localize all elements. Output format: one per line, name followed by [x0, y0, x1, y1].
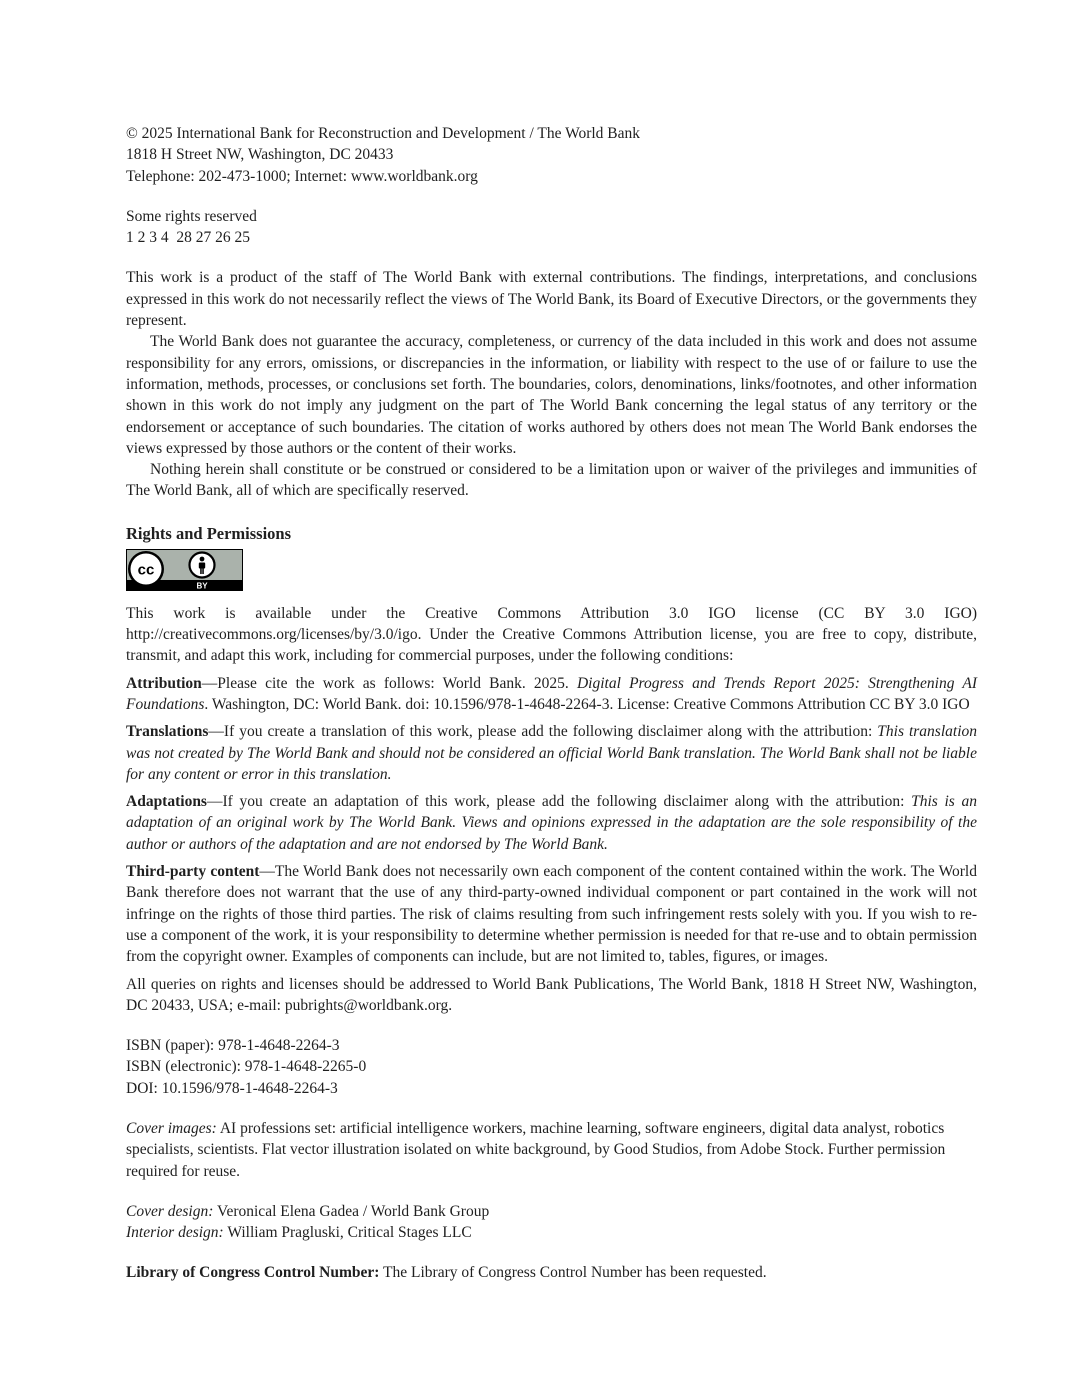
cc-by-license-badge	[126, 549, 243, 591]
disclaimer-paragraph-2: The World Bank does not guarantee the accuracy, completeness, or currency of the data included in this work and does not assume responsibility for any errors, omissions, or discrepancies in the information, or liability with respect to the use of or failure to use the information, methods, processes, or conclusions set forth. The boundaries, colors, denominations, links/footnotes, and other information shown in this work do not imply any judgment on the part of The World Bank concerning the legal status of any territory or the endorsement or acceptance of such boundaries. The citation of works authored by others does not mean The World Bank endorses the views expressed by those authors or the content of their works.	[126, 333, 977, 457]
svg-text:cc: cc	[137, 561, 155, 579]
disclaimer-paragraph-1: This work is a product of the staff of The World Bank with external contributions. The findings, interpretations, and conclusions expressed in this work do not necessarily reflect the views of The World Bank, its Board of Executive Directors, or the governments they represent.	[126, 269, 977, 330]
printing-line: 1 2 3 4 28 27 26 25	[126, 229, 250, 247]
license-paragraph: This work is available under the Creative Commons Attribution 3.0 IGO license (CC BY 3.0 IGO) http://creativecommons.org/licenses/by/3.0/igo. Under the Creative Commons Attribution license, you are free to copy, distribute, transmit, and adapt this work, including for commercial purposes, under the following conditions:	[126, 604, 977, 665]
isbn-electronic: ISBN (electronic): 978-1-4648-2265-0	[126, 1058, 367, 1076]
attribution-paragraph: Attribution—Please cite the work as follows: World Bank. 2025. Digital Progress and Trends Report 2025: Strengthening AI Foundations. Washington, DC: World Bank. doi: 10.1596/978-1-4648-2264-3. License: Creative Commons Attribution CC BY 3.0 IGO	[126, 674, 977, 713]
cover-design-credit: Cover design: Veronical Elena Gadea / World Bank Group	[126, 1202, 490, 1220]
disclaimer-block	[126, 267, 977, 501]
cc-icon	[128, 551, 164, 587]
rights-reserved-block	[126, 206, 977, 249]
adaptation-disclaimer: This is an adaptation of an original work by The World Bank. Views and opinions expressed in the adaptation are the sole responsibility of the author or authors of the adaptation and are not endorsed by The World Bank.	[126, 793, 977, 853]
attribution-person-icon	[190, 552, 215, 577]
disclaimer-paragraph-3: Nothing herein shall constitute or be construed or considered to be a limitation upon or waiver of the privileges and immunities of The World Bank, all of which are specifically reserved.	[126, 461, 977, 500]
adaptations-label: Adaptations	[126, 793, 207, 811]
isbn-paper: ISBN (paper): 978-1-4648-2264-3	[126, 1037, 340, 1055]
translation-disclaimer: This translation was not created by The World Bank and should not be considered an official World Bank translation. The World Bank shall not be liable for any content or error in this translation.	[126, 723, 978, 783]
attribution-label: Attribution	[126, 674, 202, 692]
doi: DOI: 10.1596/978-1-4648-2264-3	[126, 1079, 338, 1097]
contact-line: Telephone: 202-473-1000; Internet: www.worldbank.org	[126, 167, 478, 185]
report-title: Digital Progress and Trends Report 2025: Strengthening AI Foundations	[126, 674, 977, 713]
third-party-paragraph: Third-party content—The World Bank does not necessarily own each component of the content contained within the work. The World Bank therefore does not warrant that the use of any third-party-owned individual component or part contained in the work will not infringe on the rights of those third parties. The risk of claims resulting from such infringement rests solely with you. If you wish to re-use a component of the work, it is your responsibility to determine whether permission is needed for that re-use and to obtain permission from the copyright owner. Examples of components can include, but are not limited to, tables, figures, or images.	[126, 863, 977, 966]
copyright-block	[126, 123, 977, 187]
adaptations-paragraph: Adaptations—If you create an adaptation of this work, please add the following disclaimer along with the attribution: This is an adaptation of an original work by The World Bank. Views and opinions expressed in the adaptation are the sole responsibility of the author or authors of the adaptation and are not endorsed by The World Bank.	[126, 793, 977, 853]
rights-reserved-line: Some rights reserved	[126, 207, 257, 225]
interior-design-credit: Interior design: William Pragluski, Critical Stages LLC	[126, 1224, 472, 1242]
third-party-label: Third-party content	[126, 863, 260, 881]
queries-paragraph: All queries on rights and licenses should be addressed to World Bank Publications, The World Bank, 1818 H Street NW, Washington, DC 20433, USA; e-mail: pubrights@worldbank.org.	[126, 975, 977, 1014]
rights-permissions-heading: Rights and Permissions	[126, 523, 292, 543]
cover-images-label: Cover images:	[126, 1119, 217, 1137]
address-line: 1818 H Street NW, Washington, DC 20433	[126, 146, 394, 164]
translations-paragraph: Translations—If you create a translation of this work, please add the following disclaimer along with the attribution: This translation was not created by The World Bank and should not be considered an official World Bank translation. The World Bank shall not be liable for any content or error in this translation.	[126, 723, 978, 783]
copyright-page	[126, 123, 977, 1284]
by-label: BY	[196, 581, 208, 591]
copyright-line: © 2025 International Bank for Reconstruction and Development / The World Bank	[126, 125, 641, 142]
identifiers-block	[126, 1035, 977, 1099]
cover-images-credit: Cover images: AI professions set: artificial intelligence workers, machine learning, software engineers, digital data analyst, robotics specialists, scientists. Flat vector illustration isolated on white background, by Good Studios, from Adobe Stock. Further permission required for reuse.	[126, 1119, 946, 1180]
translations-label: Translations	[126, 723, 209, 741]
lccn-label: Library of Congress Control Number:	[126, 1264, 380, 1282]
design-credits	[126, 1201, 977, 1244]
lccn-line: Library of Congress Control Number: The Library of Congress Control Number has been requested.	[126, 1264, 767, 1282]
